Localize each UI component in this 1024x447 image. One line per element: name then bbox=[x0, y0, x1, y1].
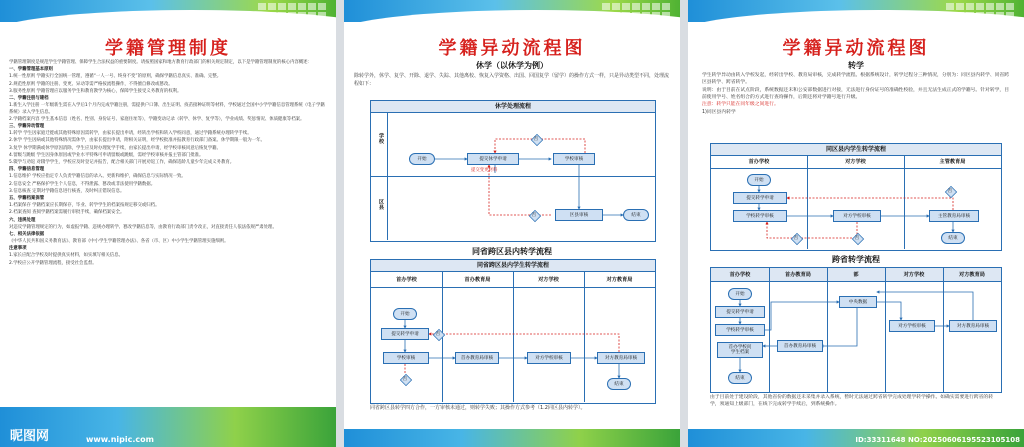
node-school-review: 学校转学审核 bbox=[715, 324, 765, 336]
node-target-bureau-review: 对方教育局审核 bbox=[949, 320, 997, 332]
section-heading: 四、学籍信息管理 bbox=[9, 167, 45, 173]
node-end: 结束 bbox=[941, 232, 965, 244]
suspension-flowchart bbox=[370, 100, 656, 242]
col-target-school: 对方学校 bbox=[538, 277, 559, 283]
intro-block bbox=[702, 72, 1012, 116]
rule-text: 1.新生入学注册 一年级新生需在入学后1个月内完成学籍注册，需提供户口簿、出生证明、疫苗接种证明等材料，学校通过全国中小学学籍信息管理系统（电子学籍系统）录入学生信息。 bbox=[9, 103, 325, 115]
col-target-bureau: 对方教育局 bbox=[606, 277, 633, 283]
rule-text: 2.信息安全 严格保护学生个人信息，不得泄露、篡改或非法使用学籍数据。 bbox=[9, 181, 156, 187]
lane-school: 学校 bbox=[378, 133, 384, 144]
page-title: 学籍管理制度 bbox=[105, 38, 231, 59]
rule-text: 对违反学籍管理规定的行为，如虚报学籍、违规办理转学、篡改学籍信息等，由教育行政部门责令改正，对直接责任人依法依规严肃处理。 bbox=[9, 224, 277, 230]
decision-no: 否 bbox=[943, 186, 957, 196]
rule-text: 2.规范性原则 学籍的注册、变更、异动等需严格按流程操作，不得擅自修改或篡改。 bbox=[9, 81, 173, 87]
node-start: 开始 bbox=[747, 174, 771, 186]
section-heading: 七、相关法律依据 bbox=[9, 231, 45, 237]
node-submit-transfer: 提交转学申请 bbox=[715, 306, 765, 318]
node-center-data: 中央数据 bbox=[839, 296, 877, 308]
panel-transfer-flow bbox=[688, 0, 1024, 447]
node-submit-transfer: 提交转学申请 bbox=[733, 192, 787, 204]
node-end: 结束 bbox=[607, 378, 631, 390]
page-title: 学籍异动流程图 bbox=[782, 38, 930, 59]
col-target-bureau: 对方教育局 bbox=[959, 272, 985, 278]
rule-text: 3.信息核查 定期对学籍信息进行核查，及时纠正错误信息。 bbox=[9, 188, 125, 194]
watermark-url: www.nipic.com bbox=[86, 435, 154, 444]
col-origin-school: 首办学校 bbox=[396, 277, 417, 283]
col-target-school: 对方学校 bbox=[903, 272, 925, 278]
intro-text: 除转学外，休学、复学、开除、退学、失踪、其他离校、恢复入学资格、出国、回国复学（留学）的操作方式一样，只是异动类型不同，处理流程如下： bbox=[354, 73, 670, 87]
decision-no: 否 bbox=[529, 134, 543, 144]
page-title: 学籍异动流程图 bbox=[438, 38, 586, 59]
note-submit-material: 提交变更材料 bbox=[471, 168, 498, 173]
col-origin-bureau: 首办教育局 bbox=[464, 277, 491, 283]
rule-text: 1.转学 学生因家庭迁徙或其他特殊原因需转学，由家长提出申请，经转出学校和转入学校同意，通过学籍系统办理转学手续。 bbox=[9, 131, 252, 137]
bottom-banner bbox=[0, 407, 336, 447]
section-heading: 一、学籍管理基本原则 bbox=[9, 67, 53, 73]
case-label: 1)同区县内转学 bbox=[702, 109, 736, 115]
node-bureau-review: 主管教育局审核 bbox=[929, 210, 979, 222]
rule-text: 4.留级与跳级 学生因身体原因或学业水平特殊可申请留级或跳级，需经学校审核并报主管部门批准。 bbox=[9, 152, 204, 158]
node-end: 结束 bbox=[728, 372, 752, 384]
warning-text: 注意：转学只能在同年级之间进行。 bbox=[702, 102, 779, 108]
flow-header: 同区县内学生转学流程 bbox=[711, 144, 1001, 156]
node-end: 结束 bbox=[623, 209, 649, 221]
rule-text: 3.服务性原则 学籍管理应以服务学生和教育教学为核心，保障学生接受义务教育的权利。 bbox=[9, 88, 182, 94]
rule-text: 2.学校应公开学籍管理流程，接受社会监督。 bbox=[9, 260, 97, 266]
node-confirm-archive: 首办学校问 学生档案 bbox=[717, 342, 763, 358]
flow-header: 同省跨区县内学生转学流程 bbox=[371, 260, 655, 272]
intro-text: 学籍管理制度是规范学生学籍管理、保障学生合法权益的重要制度。请按照国家和地方教育行政部门的相关规定制定，以下是学籍管理制度的核心内容概述： bbox=[9, 60, 312, 65]
rule-text: 1.档案保存 学籍档案应长期保存，毕业、转学学生的档案按规定移交或归档。 bbox=[9, 203, 160, 209]
node-submit-transfer: 提交转学申请 bbox=[381, 328, 429, 340]
section-heading: 二、学籍注册与建档 bbox=[9, 95, 49, 101]
note-text: 说明：由于目前在试点阶段，系统数据还未和公安部数据进行对接，无法进行身份证号的准确性校验，并且无法生成正式的学籍号。针对转学，目前使用学号、姓名组合的方式进行查询操作，后期还将对学籍号进行升级。 bbox=[702, 87, 1010, 100]
decision-no: 否 bbox=[398, 374, 412, 384]
panel-suspension-flow bbox=[344, 0, 680, 447]
decision-no: 否 bbox=[431, 329, 445, 339]
section-title: 跨省转学流程 bbox=[832, 255, 880, 264]
footnote: 由于目前处于建设阶段，其他省份的数据还未采集并录入系统，暂时无法通过跨省转学完成处理学转学操作。如确实需要进行跨省的转学，须通知上级部门，在线下完成转学手续后，到系统操作。 bbox=[710, 395, 994, 407]
node-school-review: 学校审核 bbox=[553, 153, 595, 165]
node-start: 开始 bbox=[393, 308, 417, 320]
node-school-review: 学校审核 bbox=[383, 352, 429, 364]
rule-text: 1.信息维护 学校应指定专人负责学籍信息的录入、更新和维护，确保信息与实际情况一致。 bbox=[9, 174, 186, 180]
node-submit-suspension: 提交休学申请 bbox=[467, 153, 519, 165]
node-target-school-review: 对方学校审核 bbox=[527, 352, 571, 364]
bottom-banner bbox=[344, 429, 680, 447]
subtitle: 转学 bbox=[848, 61, 864, 70]
col-origin-bureau: 首办教育局 bbox=[785, 272, 811, 278]
rules-body bbox=[9, 60, 327, 268]
lane-district: 区县 bbox=[378, 199, 384, 210]
watermark-logo: 昵图网 bbox=[10, 429, 50, 444]
same-district-flowchart bbox=[710, 143, 1002, 251]
node-target-school-review: 对方学校审核 bbox=[833, 210, 881, 222]
section-heading: 五、学籍档案保管 bbox=[9, 195, 45, 201]
decision-no: 否 bbox=[850, 233, 864, 243]
rule-text: 1.统一性原则 学籍实行全国统一管理，遵循“一人一号、终身不变”的原则，确保学籍信息真实、准确、完整。 bbox=[9, 74, 222, 80]
cross-province-flowchart bbox=[710, 267, 1002, 393]
rule-text: 2.学籍档案内容 学生基本信息（姓名、性别、身份证号、家庭住址等），学籍变动记录（转学、休学、复学等），学业成绩、奖惩情况、体质健康等档案。 bbox=[9, 116, 305, 122]
node-school-review: 学校转学审核 bbox=[733, 210, 787, 222]
rule-text: 3.复学 休学期满或休学原因消除，学生应及时办理复学手续，由家长提出申请，经学校审核同意后恢复学籍。 bbox=[9, 145, 221, 151]
footnote: 同省跨区县转学四方合作，一方审核未通过，则转学失败；其操作方式参考（1.2同区县内转学）。 bbox=[370, 405, 586, 411]
section-heading: 注意事项 bbox=[9, 246, 27, 252]
rule-text: 1.家长应配合学校及时提供真实材料，如实填写相关信息。 bbox=[9, 253, 123, 259]
decision-no: 否 bbox=[789, 233, 803, 243]
rule-text: 5.辍学与劝返 对辍学学生，学校应及时登记并报告，配合相关部门开展劝返工作，确保适龄儿童少年完成义务教育。 bbox=[9, 160, 235, 166]
section-title: 同省跨区县内转学流程 bbox=[472, 247, 552, 256]
subtitle: 休学（以休学为例） bbox=[476, 61, 548, 70]
node-origin-bureau-review: 首办教育局审核 bbox=[777, 340, 823, 352]
cross-district-flowchart bbox=[370, 259, 656, 404]
node-district-review: 区县审核 bbox=[555, 209, 603, 221]
panel-rules bbox=[0, 0, 336, 447]
decision-no: 否 bbox=[527, 210, 541, 220]
col-target-school: 对方学校 bbox=[845, 159, 866, 165]
flow-header: 休学处理流程 bbox=[371, 101, 655, 113]
col-origin-school: 首办学校 bbox=[729, 272, 751, 278]
node-start: 开始 bbox=[728, 288, 752, 300]
col-ministry: 部 bbox=[853, 272, 859, 278]
flow-arrows bbox=[371, 101, 655, 241]
watermark-id: ID:33311648 NO:20250606195523105108 bbox=[855, 436, 1020, 444]
section-heading: 三、学籍异动管理 bbox=[9, 124, 45, 130]
col-origin-school: 首办学校 bbox=[748, 159, 770, 165]
node-start: 开始 bbox=[409, 153, 435, 165]
node-target-school-review: 对方学校审核 bbox=[889, 320, 935, 332]
node-origin-bureau-review: 首办教育局审核 bbox=[455, 352, 499, 364]
col-bureau: 主管教育局 bbox=[939, 159, 966, 165]
rule-text: 《中华人民共和国义务教育法》、教育部《中小学生学籍管理办法》、各省（市、区）中小学生学籍管理实施细则。 bbox=[9, 239, 229, 245]
section-heading: 六、违规处理 bbox=[9, 217, 36, 223]
rule-text: 2.档案查阅 查阅学籍档案需履行审批手续，确保档案安全。 bbox=[9, 210, 125, 216]
node-target-bureau-review: 对方教育局审核 bbox=[597, 352, 645, 364]
intro-text: 学生转学异动由转入学校发起，经转出学校、教育局审核，完成转学流程。根据系统设计，转学过程分三种情况，分别为：同区县内转学、同省跨区县转学、跨省转学。 bbox=[702, 73, 1010, 85]
rule-text: 2.休学 学生因病或其他特殊情况需休学，由家长提出申请，附相关证明，经学校批准并报教育行政部门备案。休学期限一般为一年。 bbox=[9, 138, 265, 144]
